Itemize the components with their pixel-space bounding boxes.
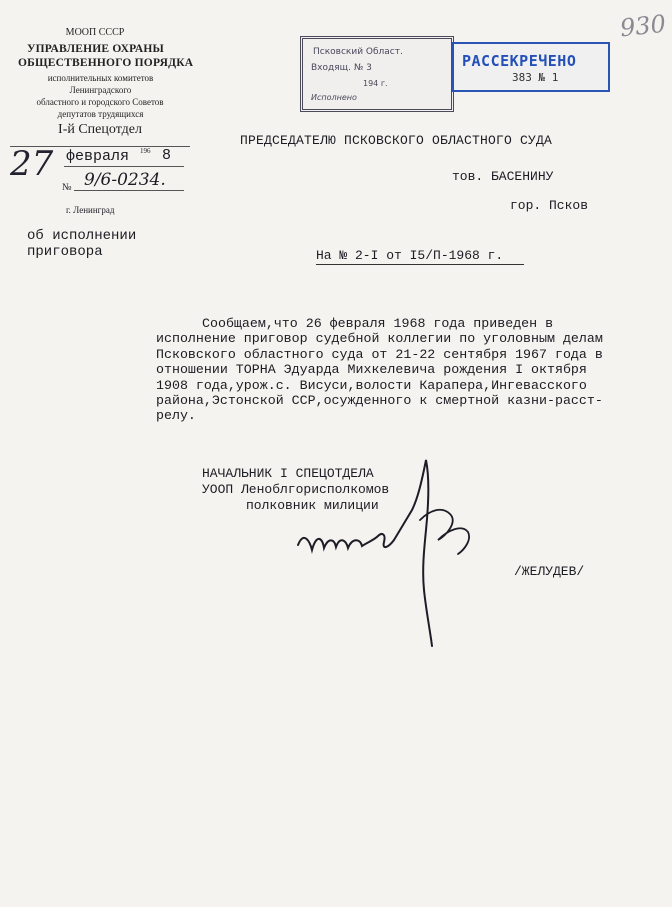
declassified-stamp-number: 383 № 1 — [512, 71, 559, 84]
signer-department: УООП Леноблгорисполкомов — [202, 482, 390, 497]
signer-name: /ЖЕЛУДЕВ/ — [514, 564, 585, 579]
body-line2: исполнение приговор судебной коллегии по уголовным делам — [156, 331, 603, 347]
letterhead-dept-line1: УПРАВЛЕНИЕ ОХРАНЫ — [27, 43, 164, 55]
body-line3: Псковского областного суда от 21-22 сентября 1967 года в — [156, 346, 603, 362]
addressee-city: гор. Псков — [510, 198, 589, 213]
number-underline — [74, 190, 184, 191]
outgoing-year-tail: 8 — [162, 147, 172, 164]
outgoing-day: 27 — [10, 144, 54, 184]
letter-body — [156, 316, 672, 424]
received-stamp-line1: Псковский Област. — [313, 47, 403, 57]
addressee-name: тов. БАСЕНИНУ — [452, 169, 554, 184]
outgoing-month: февраля — [66, 148, 130, 165]
declassified-stamp — [452, 42, 610, 92]
letterhead-unit: I-й Спецотдел — [58, 122, 142, 137]
received-stamp-line2: Входящ. № 3 — [311, 63, 372, 73]
body-line6: района,Эстонской ССР,осужденного к смертной казни-расст- — [156, 393, 603, 409]
received-stamp — [300, 36, 454, 112]
outgoing-number-label: № — [62, 182, 72, 193]
body-line4: отношении ТОРНА Эдуарда Михкелевича рождения I октября — [156, 362, 587, 378]
archive-number: 930 — [618, 9, 668, 43]
letterhead-dept-line2: ОБЩЕСТВЕННОГО ПОРЯДКА — [18, 57, 194, 69]
letterhead-exec-line3: областного и городского Советов — [36, 97, 164, 107]
outgoing-place: г. Ленинград — [66, 205, 115, 215]
outgoing-number: 9/6-0234. — [84, 170, 166, 190]
signer-rank: полковник милиции — [246, 498, 379, 513]
received-stamp-line4: Исполнено — [311, 93, 357, 102]
letterhead-ministry: МООП СССР — [65, 27, 125, 38]
letterhead-exec-line4: депутатов трудящихся — [57, 109, 144, 119]
body-line1: Сообщаем,что 26 февраля 1968 года приведен в — [202, 316, 554, 331]
subject — [27, 228, 187, 260]
addressee-title: ПРЕДСЕДАТЕЛЮ ПСКОВСКОГО ОБЛАСТНОГО СУДА — [240, 133, 553, 148]
body-line5: 1908 года,урож.с. Висуси,волости Карапера,Ингевасского — [156, 377, 587, 393]
letterhead-exec-line2: Ленинградского — [69, 85, 132, 95]
received-stamp-line3: 194 г. — [363, 79, 388, 88]
letterhead-exec-line1: исполнительных комитетов — [47, 73, 154, 83]
declassified-stamp-text: РАССЕКРЕЧЕНО — [462, 52, 577, 70]
date-underline — [64, 166, 184, 167]
subject-line1: об исполнении — [27, 228, 137, 244]
signer-title: НАЧАЛЬНИК I СПЕЦОТДЕЛА — [202, 466, 374, 481]
reference-line: На № 2-I от I5/П-1968 г. — [316, 248, 504, 263]
handwritten-signature — [290, 450, 520, 650]
reference-underline — [316, 264, 524, 265]
subject-line2: приговора — [27, 244, 103, 260]
outgoing-year-print: 196 — [140, 147, 151, 155]
body-line7: релу. — [156, 408, 196, 424]
